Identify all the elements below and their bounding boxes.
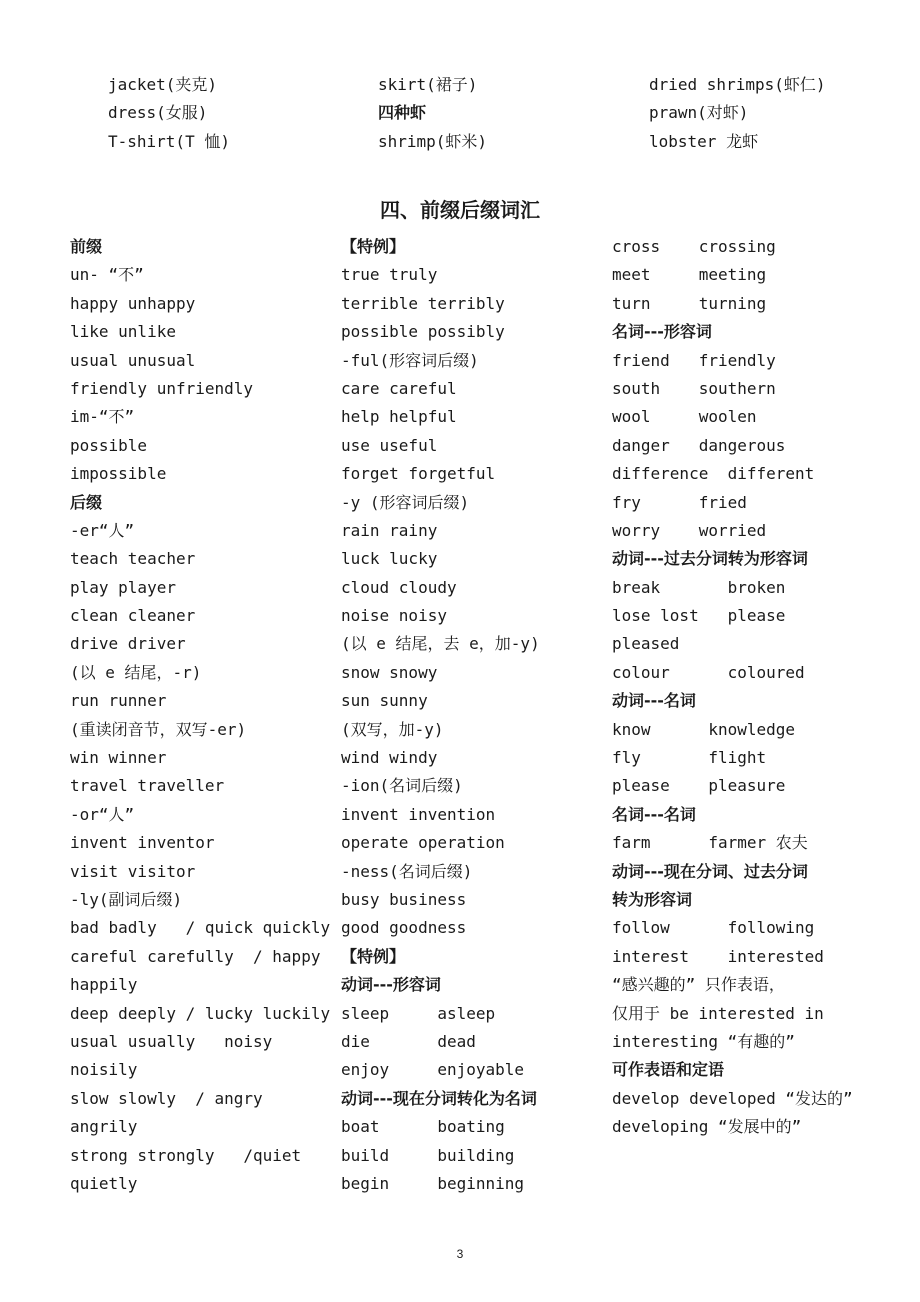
column-1 — [70, 233, 330, 1198]
col1-line: im-“不” — [70, 407, 135, 427]
col1-line: play player — [70, 577, 176, 597]
col3-line: danger dangerous — [612, 435, 786, 455]
col3-line: wool woolen — [612, 407, 757, 427]
col2-line: -ion(名词后缀) — [341, 776, 463, 796]
col2-line: busy business — [341, 889, 467, 909]
column-2 — [341, 233, 603, 1198]
col2-line: boat boating — [341, 1117, 505, 1137]
col3-line: farm farmer 农夫 — [612, 833, 808, 853]
col1-line: win winner — [70, 748, 167, 768]
col3-line: “感兴趣的” 只作表语， — [612, 975, 785, 995]
col3-line: break broken — [612, 577, 786, 597]
col1-line: angrily — [70, 1117, 138, 1137]
col3-line: lose lost please — [612, 606, 786, 626]
col1-line: teach teacher — [70, 549, 196, 569]
top-column-2 — [378, 71, 487, 156]
top-col3-line: dried shrimps(虾仁) — [649, 75, 826, 94]
col1-line: happy unhappy — [70, 293, 196, 313]
top-col2-line: shrimp(虾米) — [378, 131, 488, 151]
top-col1-line: T-shirt(T 恤) — [108, 131, 230, 151]
col2-line: build building — [341, 1145, 515, 1165]
col2-line: begin beginning — [341, 1173, 525, 1193]
col3-line: follow following — [612, 918, 815, 938]
col1-line: invent inventor — [70, 833, 215, 853]
col1-line: quietly — [70, 1173, 138, 1193]
col2-line: wind windy — [341, 748, 438, 768]
col3-heading: 名词---名词 — [612, 804, 696, 824]
col2-line: -y (形容词后缀) — [341, 492, 470, 512]
top-col3-line: prawn(对虾) — [649, 103, 749, 123]
col1-line: like unlike — [70, 322, 176, 342]
col2-line: (以 e 结尾，去 e，加-y) — [341, 634, 540, 654]
col2-line: rain rainy — [341, 520, 438, 540]
col3-line: pleased — [612, 634, 680, 654]
col2-line: good goodness — [341, 918, 467, 938]
col1-heading: 后缀 — [70, 492, 103, 512]
col1-line: (以 e 结尾，-r) — [70, 662, 202, 682]
col2-heading: 动词---现在分词转化为名词 — [341, 1088, 537, 1108]
col3-heading: 动词---现在分词、过去分词 — [612, 861, 808, 881]
col1-line: drive driver — [70, 634, 186, 654]
col3-line: developing “发展中的” — [612, 1117, 802, 1137]
col3-line: fry fried — [612, 492, 747, 512]
page-number: 3 — [456, 1247, 464, 1261]
col2-line: use useful — [341, 435, 438, 455]
col3-line: south southern — [612, 378, 776, 398]
col2-line: forget forgetful — [341, 464, 496, 484]
col2-line: invent invention — [341, 804, 496, 824]
col2-line: -ness(名词后缀) — [341, 861, 473, 881]
col3-line: interesting “有趣的” — [612, 1031, 795, 1051]
col3-line: turn turning — [612, 293, 767, 313]
col2-line: enjoy enjoyable — [341, 1060, 525, 1080]
col3-line: meet meeting — [612, 265, 767, 285]
column-3 — [612, 233, 912, 1142]
col3-heading: 名词---形容词 — [612, 322, 712, 342]
col2-line: die dead — [341, 1031, 476, 1051]
col1-line: deep deeply / lucky luckily — [70, 1003, 331, 1023]
col1-line: visit visitor — [70, 861, 196, 881]
col1-line: -or“人” — [70, 804, 135, 824]
col3-line: colour coloured — [612, 662, 805, 682]
col1-line: -ly(副词后缀) — [70, 889, 183, 909]
col3-line: please pleasure — [612, 776, 786, 796]
col2-line: snow snowy — [341, 662, 438, 682]
col1-heading: 前缀 — [70, 237, 103, 256]
col1-line: happily — [70, 975, 138, 995]
col2-line: (双写，加-y) — [341, 719, 444, 739]
col2-line: care careful — [341, 378, 457, 398]
col1-line: bad badly / quick quickly — [70, 918, 331, 938]
col3-line: friend friendly — [612, 350, 776, 370]
col3-heading: 动词---过去分词转为形容词 — [612, 549, 808, 569]
col2-line: noise noisy — [341, 606, 447, 626]
col2-heading: 动词---形容词 — [341, 975, 441, 995]
col1-line: usual usually noisy — [70, 1031, 273, 1051]
col3-heading: 转为形容词 — [612, 889, 693, 909]
col1-line: -er“人” — [70, 520, 135, 540]
col2-line: luck lucky — [341, 549, 438, 569]
col3-line: difference different — [612, 464, 815, 484]
top-column-1 — [108, 71, 230, 156]
col2-line: -ful(形容词后缀) — [341, 350, 479, 370]
col2-line: sun sunny — [341, 691, 428, 711]
col1-line: slow slowly / angry — [70, 1088, 263, 1108]
col2-line: true truly — [341, 265, 438, 285]
col1-line: clean cleaner — [70, 606, 196, 626]
col3-line: know knowledge — [612, 719, 796, 739]
top-col2-subheading: 四种虾 — [378, 103, 427, 123]
col1-line: un- “不” — [70, 265, 144, 285]
col2-heading: 【特例】 — [341, 946, 406, 966]
col1-line: travel traveller — [70, 776, 225, 796]
col1-line: run runner — [70, 691, 167, 711]
col1-line: noisily — [70, 1060, 138, 1080]
col3-line: cross crossing — [612, 237, 776, 256]
col3-line: fly flight — [612, 748, 767, 768]
col1-line: strong strongly /quiet — [70, 1145, 302, 1165]
col3-line: interest interested — [612, 946, 824, 966]
col2-line: cloud cloudy — [341, 577, 457, 597]
col2-line: terrible terribly — [341, 293, 505, 313]
col2-heading: 【特例】 — [341, 237, 406, 256]
top-col3-line: lobster 龙虾 — [649, 131, 759, 151]
col3-line: worry worried — [612, 520, 767, 540]
top-col2-line: skirt(裙子) — [378, 75, 478, 94]
col1-line: (重读闭音节，双写-er) — [70, 719, 247, 739]
col3-line: develop developed “发达的” — [612, 1088, 853, 1108]
col1-line: impossible — [70, 464, 167, 484]
col1-line: possible — [70, 435, 148, 455]
col1-line: usual unusual — [70, 350, 196, 370]
col3-line: 仅用于 be interested in — [612, 1003, 824, 1023]
top-column-3 — [649, 71, 826, 156]
col1-line: friendly unfriendly — [70, 378, 254, 398]
col2-line: sleep asleep — [341, 1003, 496, 1023]
col2-line: possible possibly — [341, 322, 505, 342]
col2-line: help helpful — [341, 407, 457, 427]
col3-heading: 动词---名词 — [612, 691, 696, 711]
col2-line: operate operation — [341, 833, 505, 853]
section-heading: 四、前缀后缀词汇 — [380, 198, 540, 222]
col3-heading: 可作表语和定语 — [612, 1060, 725, 1080]
top-col1-line: jacket(夹克) — [108, 75, 218, 94]
top-col1-line: dress(女服) — [108, 103, 208, 123]
col1-line: careful carefully / happy — [70, 946, 321, 966]
